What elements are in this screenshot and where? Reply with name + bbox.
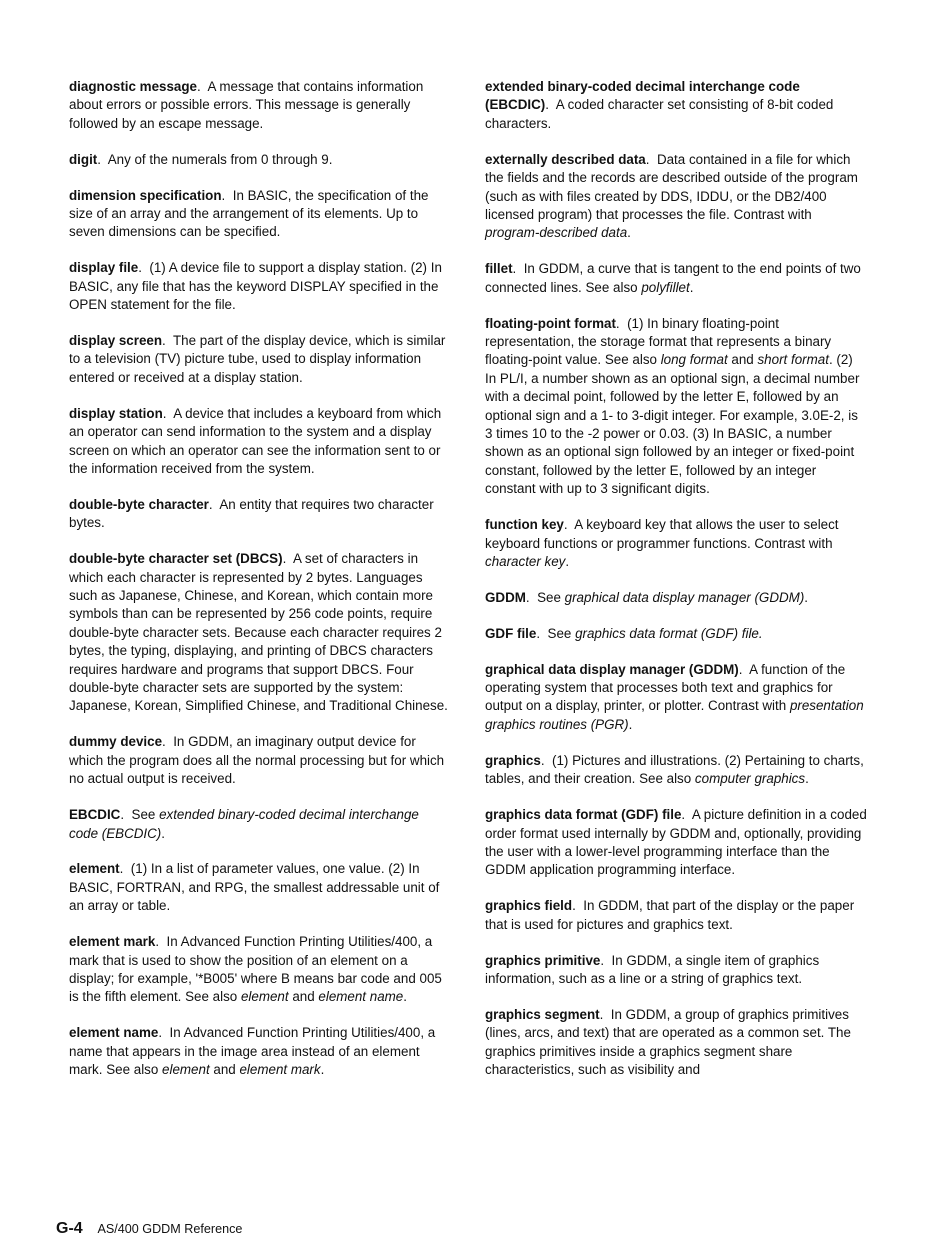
glossary-entry: double-byte character. An entity that requires two character bytes. [69, 496, 434, 531]
glossary-entry: graphics segment. In GDDM, a group of graphics primitives (lines, arcs, and text) that are operated as a common set. The graphics primitives inside a graphics segment share characteristics, such as visibility and [485, 1006, 851, 1078]
glossary-term: EBCDIC [69, 807, 121, 823]
glossary-definition: The part of the display device, which is similar to a television (TV) picture tube, used to display information entered or received at a display station. [69, 333, 446, 385]
glossary-entry: fillet. In GDDM, a curve that is tangent to the end points of two connected lines. See also polyfillet. [485, 261, 861, 295]
glossary-entry: diagnostic message. A message that contains information about errors or possible errors. This message is generally followed by an escape message. [69, 79, 424, 131]
page-footer [56, 1220, 242, 1238]
glossary-entry: element name. In Advanced Function Printing Utilities/400, a name that appears in the image area instead of an element mark. See also element and element mark. [69, 1025, 436, 1078]
glossary-definition: In GDDM, that part of the display or the paper that is used for pictures and graphics text. [485, 898, 855, 932]
glossary-term: element [69, 861, 120, 877]
glossary-definition: In Advanced Function Printing Utilities/400, a mark that is used to show the position of an element on a display; for example, '*B005' where B means bar code and 005 is the fifth element. See also element and element name. [69, 934, 442, 1005]
book-title: AS/400 GDDM Reference [97, 1222, 243, 1236]
glossary-definition: In BASIC, the specification of the size of an array and the arrangement of its elements. Up to seven dimensions can be specified. [69, 187, 429, 240]
glossary-entry: double-byte character set (DBCS). A set of characters in which each character is represented by 2 bytes. Languages such as Japanese, Chinese, and Korean, which contain more symbols than can be represented by 256 code points, require double-byte character sets. Because each character requires 2 bytes, the typing, displaying, and printing of DBCS characters requires hardware and programs that support DBCS. Four double-byte character sets are supported by the system: Japanese, Korean, Simplified Chinese, and Traditional Chinese. [69, 551, 448, 714]
glossary-entry: element. (1) In a list of parameter values, one value. (2) In BASIC, FORTRAN, and RPG, the smallest addressable unit of an array or table. [69, 861, 440, 914]
glossary-term: dimension specification [69, 187, 222, 203]
glossary-definition: See graphics data format (GDF) file. [547, 625, 763, 641]
glossary-definition: In GDDM, a curve that is tangent to the end points of two connected lines. See also polyfillet. [485, 261, 861, 295]
glossary-definition: A picture definition in a coded order format used internally by GDDM and, optionally, providing the user with a lower-level programming interface than the GDDM application programming interface. [485, 807, 867, 878]
glossary-definition: (1) In a list of parameter values, one value. (2) In BASIC, FORTRAN, and RPG, the smallest addressable unit of an array or table. [69, 861, 440, 914]
right-column [485, 78, 867, 1097]
glossary-term: graphics primitive [485, 952, 601, 968]
glossary-definition: A keyboard key that allows the user to select keyboard functions or programmer functions. Contrast with character key. [485, 517, 839, 569]
glossary-entry: display screen. The part of the display device, which is similar to a television (TV) picture tube, used to display information entered or received at a display station. [69, 333, 446, 385]
glossary-definition: In Advanced Function Printing Utilities/400, a name that appears in the image area instead of an element mark. See also element and element mark. [69, 1025, 436, 1078]
glossary-definition: In GDDM, a group of graphics primitives (lines, arcs, and text) that are operated as a common set. The graphics primitives inside a graphics segment share characteristics, such as visibility and [485, 1006, 851, 1078]
glossary-term: extended binary-coded decimal interchange code (EBCDIC) [485, 79, 800, 113]
glossary-entry: EBCDIC. See extended binary-coded decimal interchange code (EBCDIC). [69, 807, 419, 841]
glossary-term: graphical data display manager (GDDM) [485, 661, 739, 677]
left-column [69, 78, 451, 1097]
glossary-term: digit [69, 151, 98, 167]
glossary-term: dummy device [69, 734, 163, 750]
glossary-term: display station [69, 405, 163, 421]
glossary-definition: In GDDM, a single item of graphics information, such as a line or a string of graphics text. [485, 952, 820, 986]
glossary-term: graphics field [485, 898, 573, 914]
glossary-entry: function key. A keyboard key that allows the user to select keyboard functions or programmer functions. Contrast with character key. [485, 517, 839, 569]
glossary-term: function key [485, 517, 564, 533]
glossary-entry: externally described data. Data contained in a file for which the fields and the records are described outside of the program (such as with files created by DDS, IDDU, or the DB2/400 licensed program) that processes the file. Contrast with program-described data. [485, 151, 858, 241]
glossary-definition: See graphical data display manager (GDDM). [537, 589, 809, 605]
glossary-definition: (1) A device file to support a display station. (2) In BASIC, any file that has the keyword DISPLAY specified in the OPEN statement for the file. [69, 260, 442, 313]
glossary-term: double-byte character [69, 496, 209, 512]
glossary-term: element name [69, 1025, 159, 1041]
glossary-term: double-byte character set (DBCS) [69, 551, 283, 567]
glossary-entry: graphics. (1) Pictures and illustrations. (2) Pertaining to charts, tables, and their creation. See also computer graphics. [485, 752, 864, 787]
glossary-entry: display station. A device that includes a keyboard from which an operator can send information to the system and a display screen on which an operator can see the information sent to or the information received from the system. [69, 405, 442, 476]
glossary-definition: Data contained in a file for which the fields and the records are described outside of the program (such as with files created by DDS, IDDU, or the DB2/400 licensed program) that processes the file. Contrast with program-described data. [485, 151, 858, 241]
glossary-entry: graphics primitive. In GDDM, a single item of graphics information, such as a line or a string of graphics text. [485, 952, 820, 986]
glossary-entry: digit. Any of the numerals from 0 through 9. [69, 151, 333, 167]
glossary-definition: A message that contains information about errors or possible errors. This message is generally followed by an escape message. [69, 79, 424, 131]
glossary-entry: graphics field. In GDDM, that part of the display or the paper that is used for pictures and graphics text. [485, 898, 855, 932]
glossary-definition: (1) Pictures and illustrations. (2) Pertaining to charts, tables, and their creation. See also computer graphics. [485, 752, 864, 787]
glossary-entry: GDF file. See graphics data format (GDF) file. [485, 625, 763, 641]
glossary-term: display screen [69, 333, 163, 349]
glossary-term: graphics segment [485, 1006, 600, 1022]
glossary-definition: See extended binary-coded decimal interchange code (EBCDIC). [69, 807, 419, 841]
glossary-entry: dimension specification. In BASIC, the specification of the size of an array and the arrangement of its elements. Up to seven dimensions can be specified. [69, 187, 429, 240]
glossary-term: fillet [485, 261, 513, 277]
glossary-term: display file [69, 260, 139, 276]
glossary-definition: An entity that requires two character bytes. [69, 496, 434, 531]
glossary-definition: A coded character set consisting of 8-bit coded characters. [485, 97, 834, 131]
glossary-term: GDDM [485, 589, 526, 605]
glossary-definition: A set of characters in which each character is represented by 2 bytes. Languages such as Japanese, Chinese, and Korean, which contain more symbols than can be represented by 256 code points, require double-byte character sets. Because each character requires 2 bytes, the typing, displaying, and printing of DBCS characters requires hardware and programs that support DBCS. Four double-byte character sets are supported by the system: Japanese, Korean, Simplified Chinese, and Traditional Chinese. [69, 551, 448, 714]
glossary-term: GDF file [485, 625, 537, 641]
glossary-entry: floating-point format. (1) In binary floating-point representation, the storage format that represents a binary floating-point value. See also long format and short format. (2) In PL/I, a number shown as an optional sign, a decimal number with a decimal point, followed by the letter E, followed by an optional sign and a 1- to 3-digit integer. For example, 3.0E-2, is 3 times 10 to the -2 power or 0.03. (3) In BASIC, a number shown as an optional sign followed by an integer or fixed-point constant, followed by the letter E, followed by an integer constant with up to 3 significant digits. [485, 315, 860, 497]
glossary-term: diagnostic message [69, 79, 198, 94]
glossary-entry: graphics data format (GDF) file. A picture definition in a coded order format used internally by GDDM and, optionally, providing the user with a lower-level programming interface than the GDDM application programming interface. [485, 807, 867, 878]
glossary-term: graphics [485, 752, 541, 768]
glossary-term: floating-point format [485, 315, 616, 331]
glossary-term: graphics data format (GDF) file [485, 807, 682, 823]
glossary-entry: extended binary-coded decimal interchange code (EBCDIC). A coded character set consisting of 8-bit coded characters. [485, 79, 834, 131]
glossary-definition: A device that includes a keyboard from which an operator can send information to the system and a display screen on which an operator can see the information sent to or the information received from the system. [69, 405, 442, 476]
glossary-entry: dummy device. In GDDM, an imaginary output device for which the program does all the normal processing but for which no actual output is received. [69, 734, 445, 787]
glossary-definition: (1) In binary floating-point representation, the storage format that represents a binary floating-point value. See also long format and short format. (2) In PL/I, a number shown as an optional sign, a decimal number with a decimal point, followed by the letter E, followed by an optional sign and a 1- to 3-digit integer. For example, 3.0E-2, is 3 times 10 to the -2 power or 0.03. (3) In BASIC, a number shown as an optional sign followed by an integer or fixed-point constant, followed by the letter E, followed by an integer constant with up to 3 significant digits. [485, 315, 860, 497]
glossary-definition: In GDDM, an imaginary output device for which the program does all the normal processing but for which no actual output is received. [69, 734, 445, 787]
glossary-term: externally described data [485, 151, 646, 167]
glossary-term: element mark [69, 934, 156, 950]
glossary-entry: graphical data display manager (GDDM). A function of the operating system that processes both text and graphics for output on a display, printer, or plotter. Contrast with presentation graphics routines (PGR). [485, 661, 864, 732]
glossary-entry: GDDM. See graphical data display manager (GDDM). [485, 589, 809, 605]
glossary-entry: display file. (1) A device file to support a display station. (2) In BASIC, any file that has the keyword DISPLAY specified in the OPEN statement for the file. [69, 260, 442, 313]
glossary-entry: element mark. In Advanced Function Printing Utilities/400, a mark that is used to show the position of an element on a display; for example, '*B005' where B means bar code and 005 is the fifth element. See also element and element name. [69, 934, 442, 1005]
page-number: G-4 [56, 1220, 83, 1237]
glossary-definition: A function of the operating system that processes both text and graphics for output on a display, printer, or plotter. Contrast with presentation graphics routines (PGR). [485, 661, 864, 732]
glossary-definition: Any of the numerals from 0 through 9. [107, 151, 333, 167]
